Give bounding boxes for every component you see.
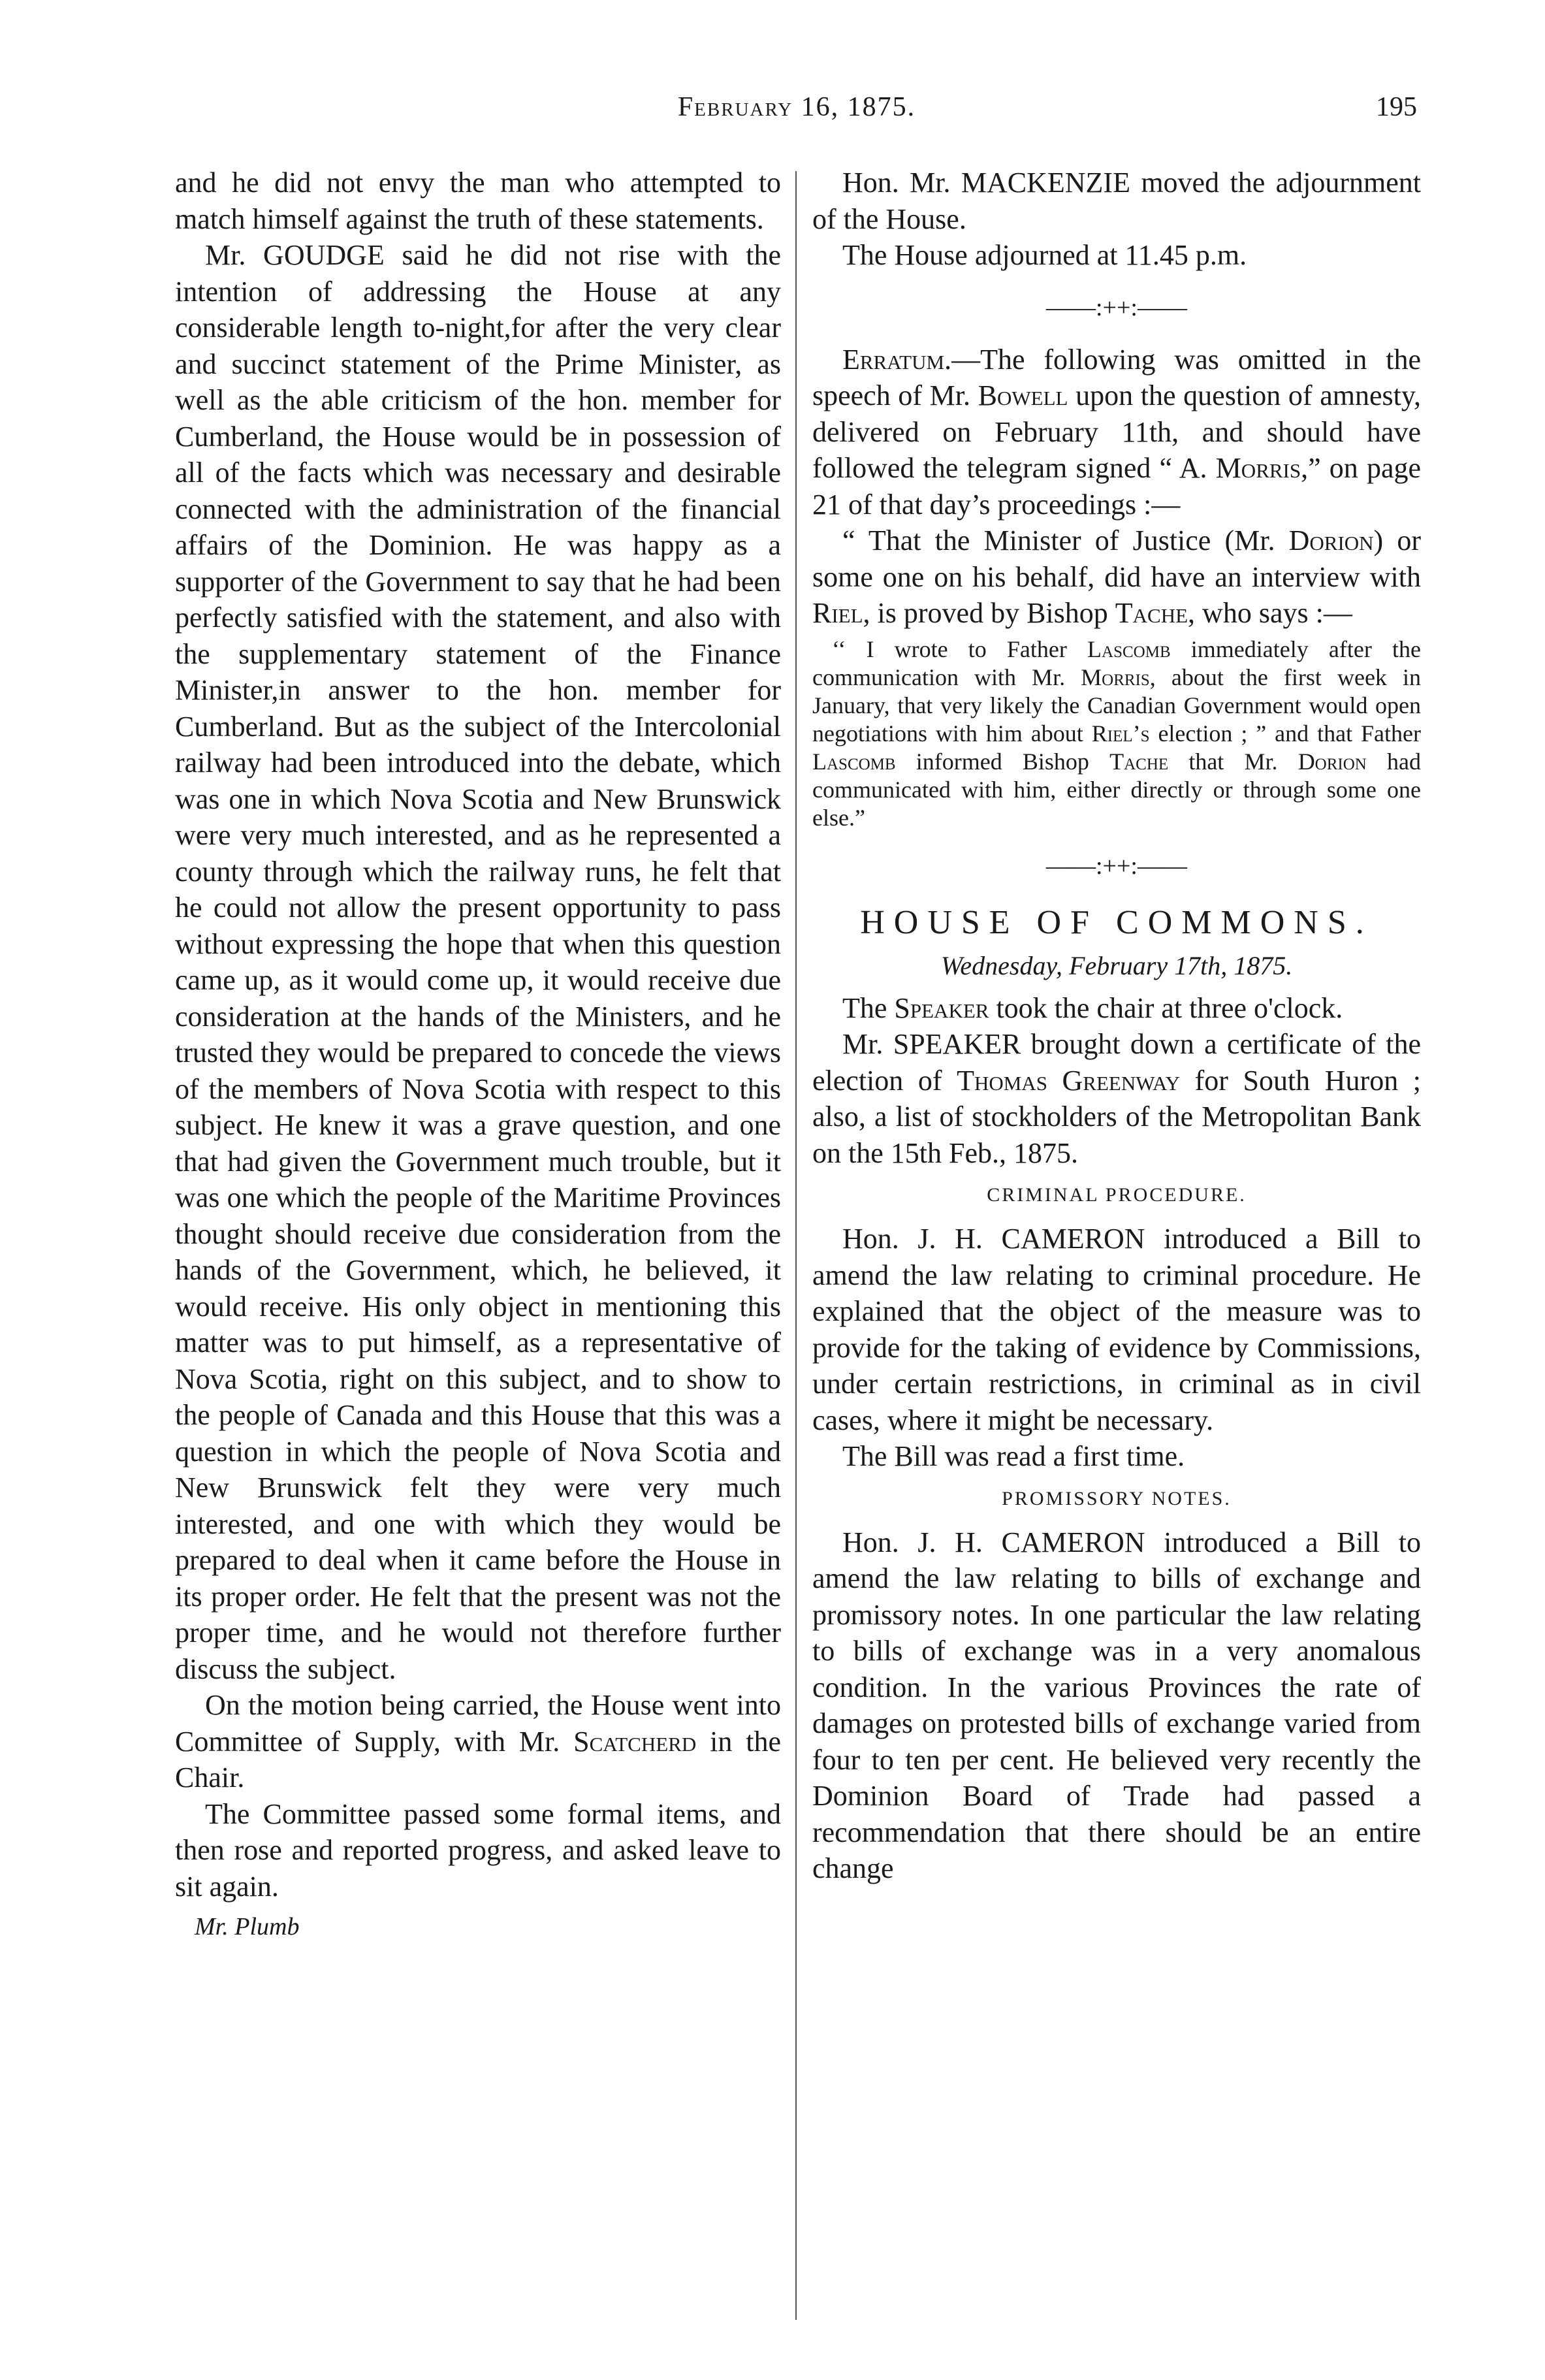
subheading: CRIMINAL PROCEDURE. xyxy=(987,1184,1247,1206)
text-run: “ That the Minister of Justice (Mr. xyxy=(842,524,1289,556)
person-name: Riel’s xyxy=(1091,720,1150,747)
paragraph: The Bill was read a first time. xyxy=(842,1440,1185,1472)
person-name: Speaker xyxy=(894,991,989,1024)
session-date: Wednesday, February 17th, 1875. xyxy=(940,950,1293,980)
right-column xyxy=(812,165,1421,1887)
section-separator: ——:++:—— xyxy=(1046,293,1187,321)
person-name: Bowell xyxy=(978,379,1068,411)
header-date: February 16, 1875. xyxy=(677,92,916,122)
text-run: —The following was omitted in the speech of Mr. xyxy=(812,343,1421,411)
text-run: , who says :— xyxy=(1188,597,1352,629)
paragraph: The Committee passed some formal items, and then rose and reported progress, and asked leave to sit again. xyxy=(175,1797,781,1903)
section-title: HOUSE OF COMMONS. xyxy=(860,903,1373,941)
erratum-paragraph xyxy=(812,342,1421,523)
text-run: , about the first week in January, that very likely the Canadian Government would open negotiations with him about xyxy=(812,664,1421,747)
erratum-label: Erratum. xyxy=(842,343,952,376)
text-run: that Mr. xyxy=(1168,748,1298,775)
person-name: Tache xyxy=(1109,748,1169,775)
paragraph xyxy=(175,1687,781,1796)
catchword: Mr. Plumb xyxy=(195,1913,300,1940)
person-name: Lascomb xyxy=(1087,635,1171,662)
person-name: Tache xyxy=(1115,597,1188,629)
person-name: Dorion xyxy=(1288,524,1374,556)
quoted-paragraph xyxy=(812,523,1421,632)
text-run: The xyxy=(842,991,895,1024)
text-run: ,” on page 21 of that day’s proceedings :— xyxy=(812,452,1421,521)
paragraph xyxy=(812,1026,1421,1171)
text-run: informed Bishop xyxy=(895,748,1110,775)
text-run: immediately after the communication with Mr. xyxy=(812,635,1421,690)
person-name: Morris xyxy=(1215,452,1301,484)
paragraph: Hon. Mr. MACKENZIE moved the adjournment of the House. xyxy=(812,167,1421,235)
text-run: took the chair at three o'clock. xyxy=(989,991,1343,1024)
text-run: ‘‘ I wrote to Father xyxy=(832,635,1088,662)
text-run: Mr. SPEAKER brought down a certificate of the election of xyxy=(812,1028,1421,1097)
text-run: for South Huron ; also, a list of stockholders of the Metropolitan Bank on the 15th Feb., 1875. xyxy=(812,1064,1422,1169)
paragraph xyxy=(812,990,1421,1027)
text-run: On the motion being carried, the House went into Committee of Supply, with Mr. xyxy=(175,1689,781,1758)
paragraph: Hon. J. H. CAMERON introduced a Bill to amend the law relating to criminal procedure. He explained that the object of the measure was to provide for the taking of evidence by Commissions, under certain restrictions, in criminal as in civil cases, where it might be necessary. xyxy=(812,1223,1421,1436)
paragraph: The House adjourned at 11.45 p.m. xyxy=(842,239,1247,271)
left-column xyxy=(175,165,781,1945)
paragraph: Hon. J. H. CAMERON introduced a Bill to amend the law relating to bills of exchange and promissory notes. In one particular the law relating to bills of exchange was in a very anomalous condition. In the various Provinces the rate of damages on protested bills of exchange varied from four to ten per cent. He believed very recently the Dominion Board of Trade had passed a recommendation that there should be an entire change xyxy=(812,1526,1421,1884)
person-name: Riel xyxy=(812,597,863,629)
person-name: Lascomb xyxy=(812,748,896,775)
running-header xyxy=(176,91,1417,131)
paragraph: and he did not envy the man who attempted to match himself against the truth of these statements. xyxy=(175,167,781,235)
person-name: Thomas Greenway xyxy=(957,1064,1180,1097)
paragraph: Mr. GOUDGE said he did not rise with the intention of addressing the House at any considerable length to-night,for after the very clear and succinct statement of the Prime Minister, as well as the able criticism of the hon. member for Cumberland, the House would be in possession of all of the facts which was necessary and desirable connected with the administration of the financial affairs of the Dominion. He was happy as a supporter of the Government to say that he had been perfectly satisfied with the statement, and also with the supplementary statement of the Finance Minister,in answer to the hon. member for Cumberland. But as the subject of the Intercolonial railway had been introduced into the debate, which was one in which Nova Scotia and New Brunswick were very much interested, and as he represented a county through which the railway runs, he felt that he could not allow the present opportunity to pass without expressing the hope that when this question came up, as it would come up, it would receive due consideration at the hands of the Ministers, and he trusted they would be prepared to concede the views of the members of Nova Scotia with respect to this subject. He knew it was a grave question, and one that had given the Government much trouble, but it was one which the people of the Maritime Provinces thought should receive due consideration from the hands of the Government, which, he believed, it would receive. His only object in mentioning this matter was to put himself, as a representative of Nova Scotia, right on this subject, and to show to the people of Canada and this House that this was a question in which the people of Nova Scotia and New Brunswick felt they were very much interested, and one with which they would be prepared to deal when it came before the House in its proper order. He felt that the present was not the proper time, and he would not therefore further discuss the subject. xyxy=(175,239,781,1685)
subheading: PROMISSORY NOTES. xyxy=(1002,1487,1232,1509)
text-run: had communicated with him, either directly or through some one else.” xyxy=(812,748,1422,831)
column-divider xyxy=(795,171,797,2320)
person-name: Morris xyxy=(1081,664,1150,690)
person-name: Scatcherd xyxy=(573,1725,697,1758)
block-quote xyxy=(812,635,1421,832)
section-separator: ——:++:—— xyxy=(1046,852,1187,880)
page-number: 195 xyxy=(1376,92,1417,122)
person-name: Dorion xyxy=(1298,748,1367,775)
text-run: , is proved by Bishop xyxy=(863,597,1115,629)
text-run: upon the question of amnesty, delivered on February 11th, and should have followed the telegram signed “ A. xyxy=(812,379,1421,484)
text-run: ) or some one on his behalf, did have an interview with xyxy=(812,524,1421,593)
text-run: election ; ” and that Father xyxy=(1149,720,1421,747)
text-run: in the Chair. xyxy=(175,1725,782,1793)
